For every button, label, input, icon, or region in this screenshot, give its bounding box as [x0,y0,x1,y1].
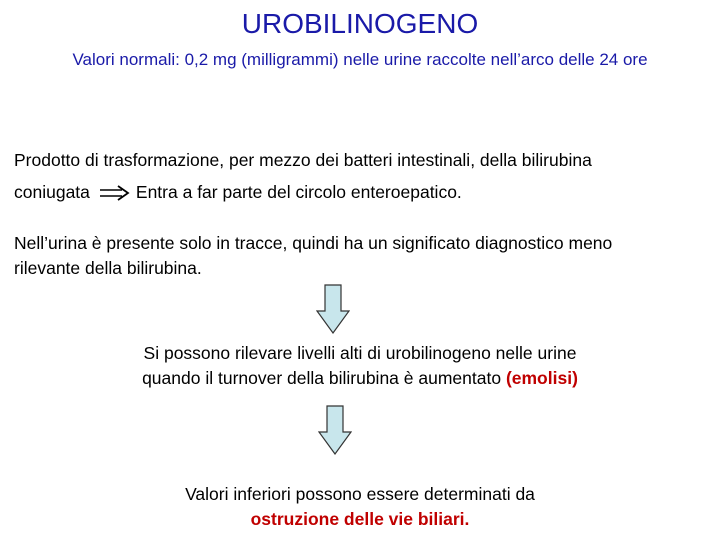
high-levels-line2 [0,366,720,391]
paragraph-origin-word: coniugata [14,182,90,202]
paragraph-urine-line1: Nell’urina è presente solo in tracce, quindi ha un significato diagnostico meno [14,233,613,253]
paragraph-origin: Prodotto di trasformazione, per mezzo dei batteri intestinali, della bilirubina [14,150,592,170]
paragraph-origin-result: Entra a far parte del circolo enteroepatico. [135,182,462,202]
low-levels-line1: Valori inferiori possono essere determinati da [185,484,535,504]
paragraph-urine-traces [14,231,704,281]
page-title: UROBILINOGENO [241,8,479,39]
implies-arrow-icon [100,185,130,201]
low-levels-block [0,482,720,532]
high-levels-line1: Si possono rilevare livelli alti di urobilinogeno nelle urine [143,343,577,363]
hemolysis-highlight: (emolisi) [505,368,578,388]
paragraph-origin-continued [14,180,704,205]
paragraph-urine-line2: rilevante della bilirubina. [14,258,202,278]
down-arrow-icon [318,405,352,455]
high-levels-block [0,341,720,391]
down-arrow-icon [316,284,350,334]
high-levels-text: quando il turnover della bilirubina è aumentato [142,368,506,388]
biliary-obstruction-highlight: ostruzione delle vie biliari. [250,509,470,529]
normal-values-subtitle: Valori normali: 0,2 mg (milligrammi) nelle urine raccolte nell’arco delle 24 ore [72,50,648,69]
